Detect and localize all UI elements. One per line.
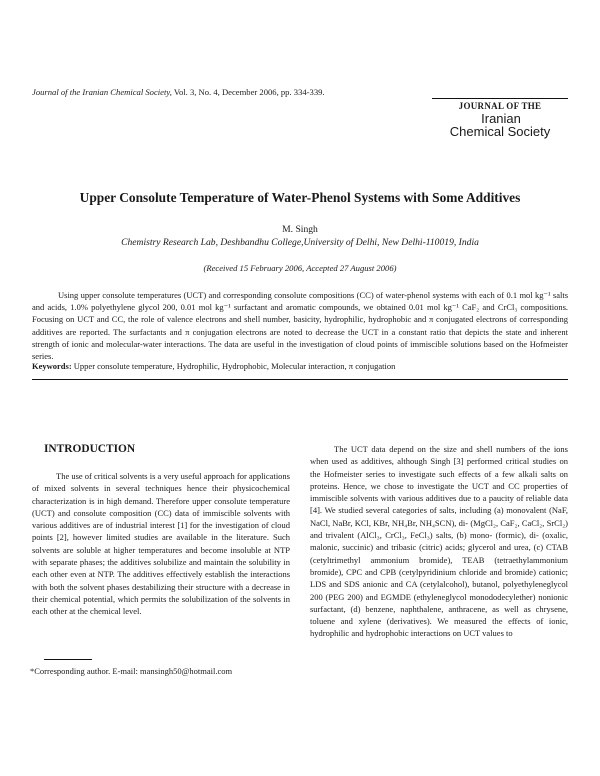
section-heading-introduction: INTRODUCTION xyxy=(44,443,136,455)
left-column xyxy=(32,470,290,618)
volume-info: Vol. 3, No. 4, December 2006, pp. 334-339. xyxy=(173,87,325,97)
journal-citation xyxy=(32,87,412,98)
article-author: M. Singh xyxy=(282,224,318,235)
keywords xyxy=(32,361,568,372)
received-dates: (Received 15 February 2006, Accepted 27 August 2006) xyxy=(203,263,397,273)
journal-masthead xyxy=(432,98,568,138)
corresponding-author-footnote: *Corresponding author. E-mail: mansingh50@hotmail.com xyxy=(30,666,233,676)
abstract-text: Using upper consolute temperatures (UCT) and corresponding consolute compositions (CC) of water-phenol systems with each of 0.1 mol kg⁻¹ salts and acids, 1.0% polyethylene glycol 200, 0.01 mol kg⁻¹ surfactant and aromatic compounds, we obtained 0.01 mol kg⁻¹ CaF₂ and CrCl₃ compositions. Focusing on UCT and CC, the role of valence electrons and shell number, basicity, hydrophilic, hydrophobic and π conjugated electrons of corresponding additives are reported. The surfactants and π conjugation electrons are noted to decrease the UCT in a constant ratio that depicts the state and inherent strength of ionic and molecular-water interactions. The data are useful in the investigation of cloud points of immiscible solutions based on the Hofmeister series. xyxy=(32,290,568,362)
intro-paragraph-right: The UCT data depend on the size and shell numbers of the ions when used as additives, although Singh [3] performed critical studies on the Hofmeister series to investigate such effects of a few alkali salts on proteins. Hence, we chose to investigate the UCT and CC properties of immiscible solvents with various additives due to a paucity of reliable data [4]. We studied several categories of salts, including (a) monovalent (NaF, NaCl, NaBr, KCl, KBr, NH₄Br, NH₄SCN), di- (MgCl₂, CaF₂, CaCl₂, SrCl₂) and trivalent (AlCl₃, CrCl₃, FeCl₃) salts, (b) mono- (formic), di- (oxalic, malonic, succinic) and tribasic (citric) acids; glycerol and urea, (c) CTAB (cetyltrimethyl ammonium bromide), TEAB (tetraethylammonium bromide), CPC and CPB (cetylpyridinium chloride and bromide) cationic; LDS and SDS anionic and CA (cetylalcohol), butanol, polyethyleneglycol 200 (PEG 200) and EGMDE (ethyleneglycol monododecylether) nonionic surfactant, (d) benzene, naphthalene, anthracene, as well as chrysene, toluene and xylene (derivatives). We measured the effects of ionic, hydrophilic and hydrophobic interactions on UCT values to xyxy=(310,444,568,639)
section-divider xyxy=(32,379,568,380)
keywords-label: Keywords: xyxy=(32,361,72,371)
masthead-line-1: JOURNAL OF THE xyxy=(458,101,542,111)
masthead-line-3: Chemical Society xyxy=(449,124,551,139)
keywords-text: Upper consolute temperature, Hydrophilic, Hydrophobic, Molecular interaction, π conjugation xyxy=(73,361,396,371)
article-title: Upper Consolute Temperature of Water-Phenol Systems with Some Additives xyxy=(79,190,521,205)
intro-paragraph-left: The use of critical solvents is a very useful approach for applications of mixed solvents in several techniques hence their physicochemical characterization is in high demand. Therefore upper consolute temperature (UCT) and consolute composition (CC) data of immiscible solvents with various additives are of industrial interest [1] for the investigation of cloud points [2], however limited studies are available in the literature. Such solvents are soluble at higher temperatures and become insoluble at NTP with separate phases; the additives solubilize and maintain the solubility in each other even at NTP. The additives effectively establish the interactions with both the solvent phases destabilizing their structure with a decrease in their chemical potential, which permits the solubilization of the solvents in each other at the chemical level. xyxy=(32,471,290,617)
abstract xyxy=(32,289,568,362)
right-column xyxy=(310,443,568,640)
journal-name: Journal of the Iranian Chemical Society, xyxy=(32,87,172,97)
masthead-line-2: Iranian xyxy=(481,111,521,126)
author-affiliation: Chemistry Research Lab, Deshbandhu College,University of Delhi, New Delhi-110019, India xyxy=(121,237,479,248)
footnote-divider xyxy=(44,659,92,660)
